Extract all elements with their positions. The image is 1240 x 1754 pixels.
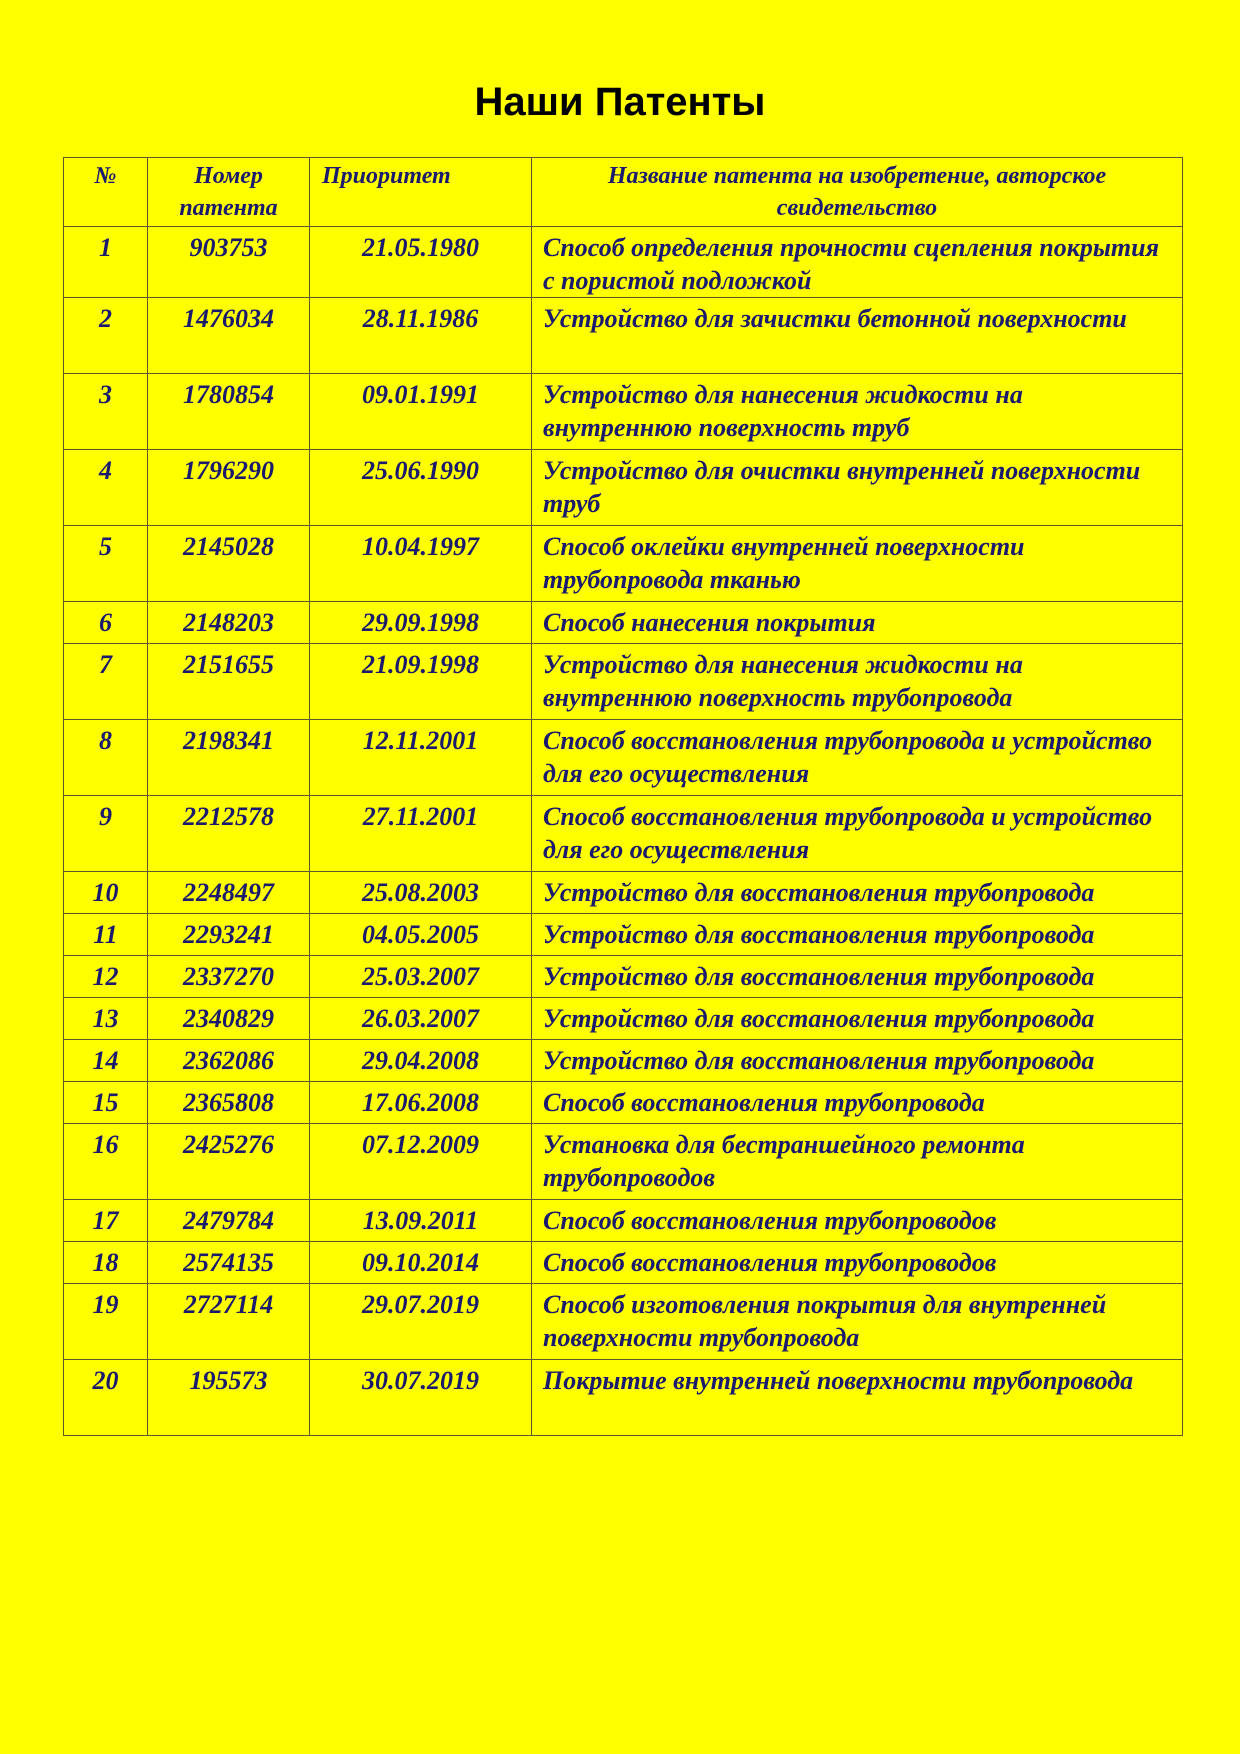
cell-patent-number: 1476034 <box>148 298 310 374</box>
cell-patent-name: Способ оклейки внутренней поверхности трубопровода тканью <box>532 526 1183 602</box>
cell-priority: 29.09.1998 <box>310 602 532 644</box>
header-patent-number: Номер патента <box>148 158 310 227</box>
table-row <box>64 956 1183 998</box>
cell-num: 19 <box>64 1284 148 1360</box>
table-row <box>64 914 1183 956</box>
cell-priority: 27.11.2001 <box>310 796 532 872</box>
cell-patent-number: 2198341 <box>148 720 310 796</box>
cell-num: 15 <box>64 1082 148 1124</box>
cell-priority: 30.07.2019 <box>310 1360 532 1436</box>
cell-patent-name: Устройство для восстановления трубопровода <box>532 998 1183 1040</box>
cell-patent-name: Способ восстановления трубопроводов <box>532 1242 1183 1284</box>
cell-patent-number: 2145028 <box>148 526 310 602</box>
cell-patent-name: Устройство для нанесения жидкости на внутреннюю поверхность труб <box>532 374 1183 450</box>
cell-num: 9 <box>64 796 148 872</box>
table-row <box>64 796 1183 872</box>
cell-num: 18 <box>64 1242 148 1284</box>
table-row <box>64 1040 1183 1082</box>
cell-patent-name: Способ восстановления трубопроводов <box>532 1200 1183 1242</box>
cell-num: 3 <box>64 374 148 450</box>
table-row <box>64 450 1183 526</box>
cell-patent-number: 2148203 <box>148 602 310 644</box>
cell-num: 1 <box>64 227 148 298</box>
cell-num: 5 <box>64 526 148 602</box>
cell-patent-name: Установка для бестраншейного ремонта трубопроводов <box>532 1124 1183 1200</box>
cell-num: 6 <box>64 602 148 644</box>
table-row <box>64 720 1183 796</box>
cell-priority: 09.10.2014 <box>310 1242 532 1284</box>
cell-patent-number: 2337270 <box>148 956 310 998</box>
cell-patent-name: Устройство для восстановления трубопровода <box>532 872 1183 914</box>
cell-patent-number: 2293241 <box>148 914 310 956</box>
cell-priority: 21.05.1980 <box>310 227 532 298</box>
page-title: Наши Патенты <box>474 80 766 124</box>
cell-patent-number: 903753 <box>148 227 310 298</box>
cell-patent-number: 2365808 <box>148 1082 310 1124</box>
cell-num: 16 <box>64 1124 148 1200</box>
cell-priority: 25.03.2007 <box>310 956 532 998</box>
cell-patent-number: 2151655 <box>148 644 310 720</box>
patents-table <box>63 157 1183 1436</box>
cell-patent-name: Устройство для нанесения жидкости на внутреннюю поверхность трубопровода <box>532 644 1183 720</box>
cell-patent-name: Способ восстановления трубопровода <box>532 1082 1183 1124</box>
cell-priority: 10.04.1997 <box>310 526 532 602</box>
cell-patent-number: 1780854 <box>148 374 310 450</box>
cell-num: 8 <box>64 720 148 796</box>
cell-num: 4 <box>64 450 148 526</box>
cell-num: 20 <box>64 1360 148 1436</box>
cell-priority: 17.06.2008 <box>310 1082 532 1124</box>
cell-priority: 13.09.2011 <box>310 1200 532 1242</box>
cell-patent-number: 2574135 <box>148 1242 310 1284</box>
cell-patent-name: Способ изготовления покрытия для внутренней поверхности трубопровода <box>532 1284 1183 1360</box>
cell-patent-number: 2425276 <box>148 1124 310 1200</box>
table-row <box>64 374 1183 450</box>
cell-num: 12 <box>64 956 148 998</box>
cell-patent-name: Способ нанесения покрытия <box>532 602 1183 644</box>
cell-patent-name: Способ восстановления трубопровода и устройство для его осуществления <box>532 796 1183 872</box>
table-row <box>64 526 1183 602</box>
table-row <box>64 602 1183 644</box>
cell-priority: 25.08.2003 <box>310 872 532 914</box>
cell-patent-name: Способ восстановления трубопровода и устройство для его осуществления <box>532 720 1183 796</box>
cell-patent-name: Устройство для зачистки бетонной поверхности <box>532 298 1183 374</box>
cell-patent-number: 2212578 <box>148 796 310 872</box>
table-header-row <box>64 158 1183 227</box>
cell-priority: 21.09.1998 <box>310 644 532 720</box>
cell-num: 2 <box>64 298 148 374</box>
cell-priority: 29.04.2008 <box>310 1040 532 1082</box>
cell-patent-name: Устройство для очистки внутренней поверхности труб <box>532 450 1183 526</box>
table-row <box>64 298 1183 374</box>
header-num: № <box>64 158 148 227</box>
cell-patent-number: 2248497 <box>148 872 310 914</box>
cell-priority: 29.07.2019 <box>310 1284 532 1360</box>
cell-patent-number: 2340829 <box>148 998 310 1040</box>
cell-patent-name: Покрытие внутренней поверхности трубопровода <box>532 1360 1183 1436</box>
header-priority: Приоритет <box>310 158 532 227</box>
table-row <box>64 1200 1183 1242</box>
cell-num: 11 <box>64 914 148 956</box>
cell-priority: 25.06.1990 <box>310 450 532 526</box>
cell-patent-number: 2362086 <box>148 1040 310 1082</box>
cell-num: 17 <box>64 1200 148 1242</box>
cell-priority: 09.01.1991 <box>310 374 532 450</box>
cell-patent-number: 195573 <box>148 1360 310 1436</box>
cell-patent-number: 2479784 <box>148 1200 310 1242</box>
cell-priority: 12.11.2001 <box>310 720 532 796</box>
table-row <box>64 227 1183 298</box>
cell-num: 10 <box>64 872 148 914</box>
cell-patent-name: Устройство для восстановления трубопровода <box>532 956 1183 998</box>
header-name: Название патента на изобретение, авторское свидетельство <box>532 158 1183 227</box>
table-row <box>64 644 1183 720</box>
cell-patent-name: Устройство для восстановления трубопровода <box>532 914 1183 956</box>
table-row <box>64 1242 1183 1284</box>
cell-num: 14 <box>64 1040 148 1082</box>
cell-patent-number: 2727114 <box>148 1284 310 1360</box>
cell-priority: 07.12.2009 <box>310 1124 532 1200</box>
cell-patent-number: 1796290 <box>148 450 310 526</box>
cell-priority: 26.03.2007 <box>310 998 532 1040</box>
cell-patent-name: Устройство для восстановления трубопровода <box>532 1040 1183 1082</box>
table-row <box>64 998 1183 1040</box>
table-row <box>64 1360 1183 1436</box>
cell-priority: 28.11.1986 <box>310 298 532 374</box>
cell-num: 13 <box>64 998 148 1040</box>
cell-patent-name: Способ определения прочности сцепления покрытия с пористой подложкой <box>532 227 1183 298</box>
cell-priority: 04.05.2005 <box>310 914 532 956</box>
table-row <box>64 1082 1183 1124</box>
table-row <box>64 1284 1183 1360</box>
table-row <box>64 1124 1183 1200</box>
cell-num: 7 <box>64 644 148 720</box>
table-row <box>64 872 1183 914</box>
